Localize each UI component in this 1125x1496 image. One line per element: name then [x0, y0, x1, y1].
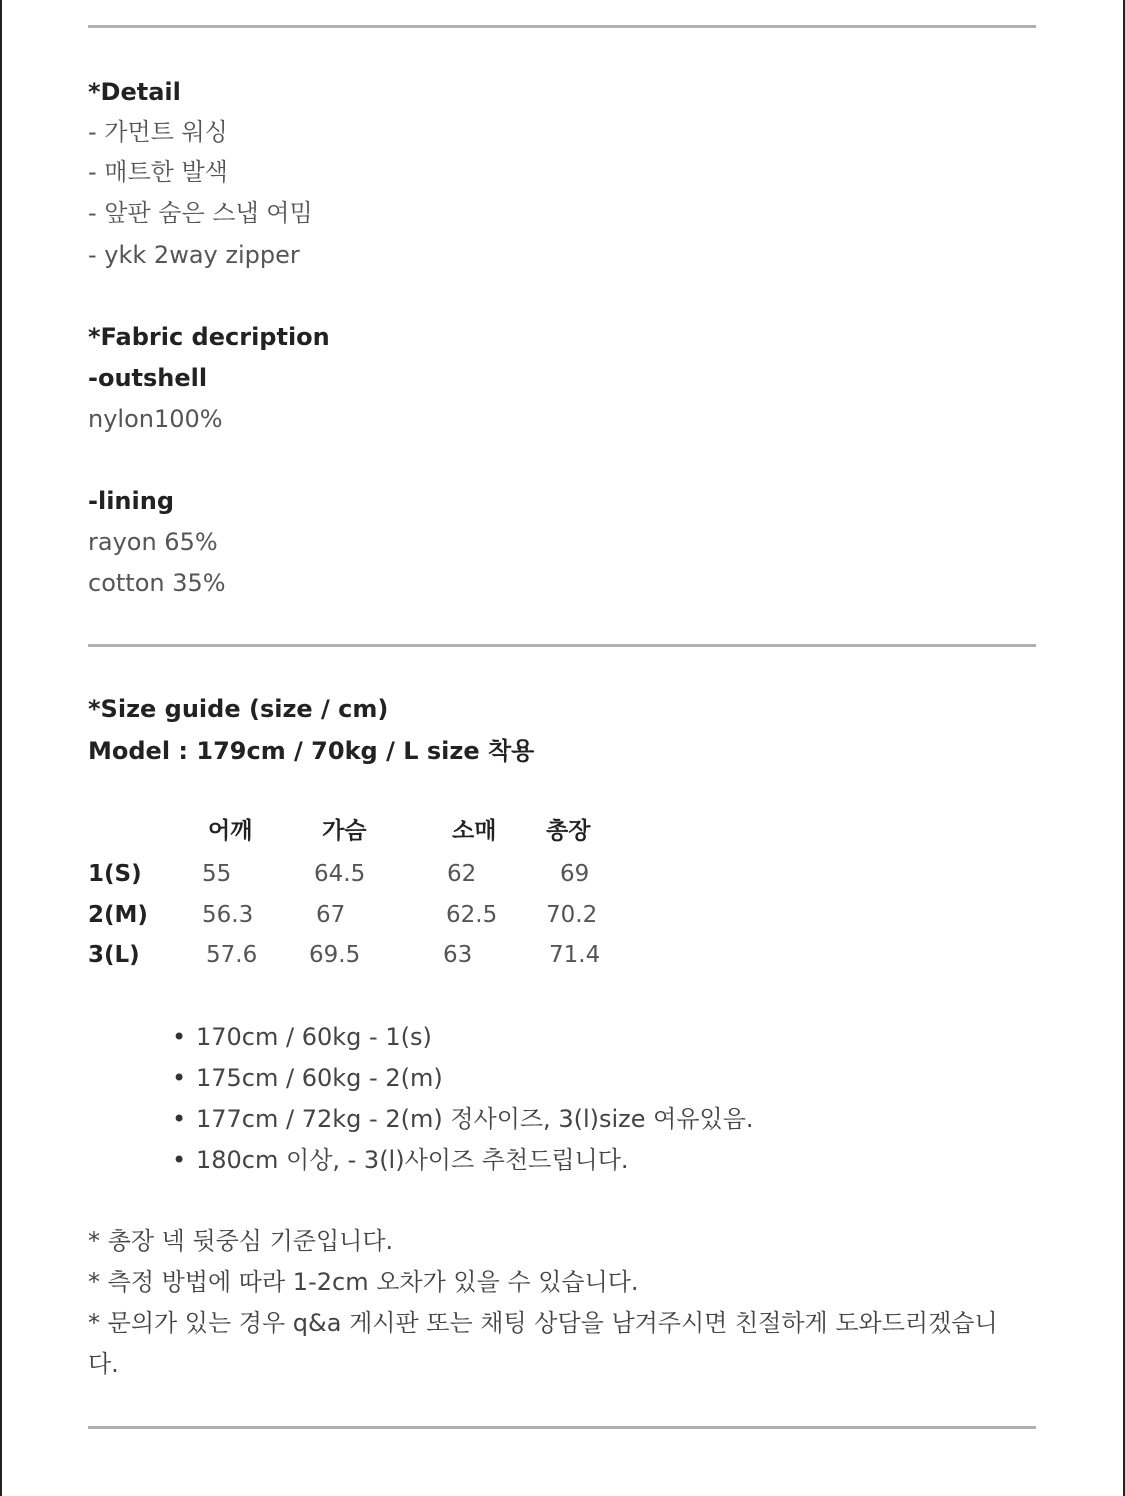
row-size-label: 2(M) — [88, 902, 148, 928]
table-cell: 62 — [447, 861, 477, 887]
detail-item: - 앞판 숨은 스냅 여밈 — [88, 199, 313, 227]
recommendation-text: 180cm 이상, - 3(l)사이즈 추천드립니다. — [196, 1146, 629, 1174]
table-cell: 63 — [443, 942, 473, 968]
note-line: * 문의가 있는 경우 q&a 게시판 또는 채팅 상담을 남겨주시면 친절하게 도와드리겠습니 — [88, 1309, 998, 1337]
table-cell: 62.5 — [446, 902, 498, 928]
divider-top — [88, 25, 1036, 28]
recommendation-item — [172, 1104, 754, 1134]
detail-heading: *Detail — [88, 78, 181, 106]
col-header-shoulder: 어깨 — [208, 818, 253, 844]
table-cell: 69.5 — [309, 942, 361, 968]
recommendation-item — [172, 1063, 443, 1093]
recommendation-item — [172, 1145, 629, 1175]
lining-label: -lining — [88, 487, 174, 515]
recommendation-item — [172, 1022, 432, 1052]
divider-middle — [88, 644, 1036, 647]
fabric-heading: *Fabric decription — [88, 323, 330, 351]
detail-item: - 가먼트 워싱 — [88, 118, 228, 146]
col-header-length: 총장 — [546, 818, 591, 844]
lining-value: rayon 65% — [88, 528, 218, 556]
table-cell: 69 — [560, 861, 590, 887]
note-line: * 총장 넥 뒷중심 기준입니다. — [88, 1227, 394, 1255]
row-size-label: 1(S) — [88, 861, 142, 887]
lining-value: cotton 35% — [88, 569, 226, 597]
divider-bottom — [88, 1426, 1036, 1429]
detail-item: - 매트한 발색 — [88, 158, 228, 186]
recommendation-text: 170cm / 60kg - 1(s) — [196, 1023, 432, 1051]
table-cell: 57.6 — [206, 942, 258, 968]
detail-item: - ykk 2way zipper — [88, 241, 300, 269]
table-cell: 67 — [316, 902, 346, 928]
note-line: * 측정 방법에 따라 1-2cm 오차가 있을 수 있습니다. — [88, 1268, 639, 1296]
table-cell: 56.3 — [202, 902, 254, 928]
outshell-label: -outshell — [88, 364, 208, 392]
table-cell: 64.5 — [314, 861, 366, 887]
table-cell: 55 — [202, 861, 232, 887]
model-info: Model : 179cm / 70kg / L size 착용 — [88, 737, 535, 765]
table-cell: 71.4 — [549, 942, 601, 968]
row-size-label: 3(L) — [88, 942, 140, 968]
col-header-chest: 가슴 — [322, 818, 367, 844]
outshell-value: nylon100% — [88, 405, 223, 433]
size-guide-heading: *Size guide (size / cm) — [88, 695, 389, 723]
note-line: 다. — [88, 1350, 119, 1378]
col-header-sleeve: 소매 — [452, 818, 497, 844]
recommendation-text: 175cm / 60kg - 2(m) — [196, 1064, 443, 1092]
table-cell: 70.2 — [546, 902, 598, 928]
recommendation-text: 177cm / 72kg - 2(m) 정사이즈, 3(l)size 여유있음. — [196, 1105, 754, 1133]
